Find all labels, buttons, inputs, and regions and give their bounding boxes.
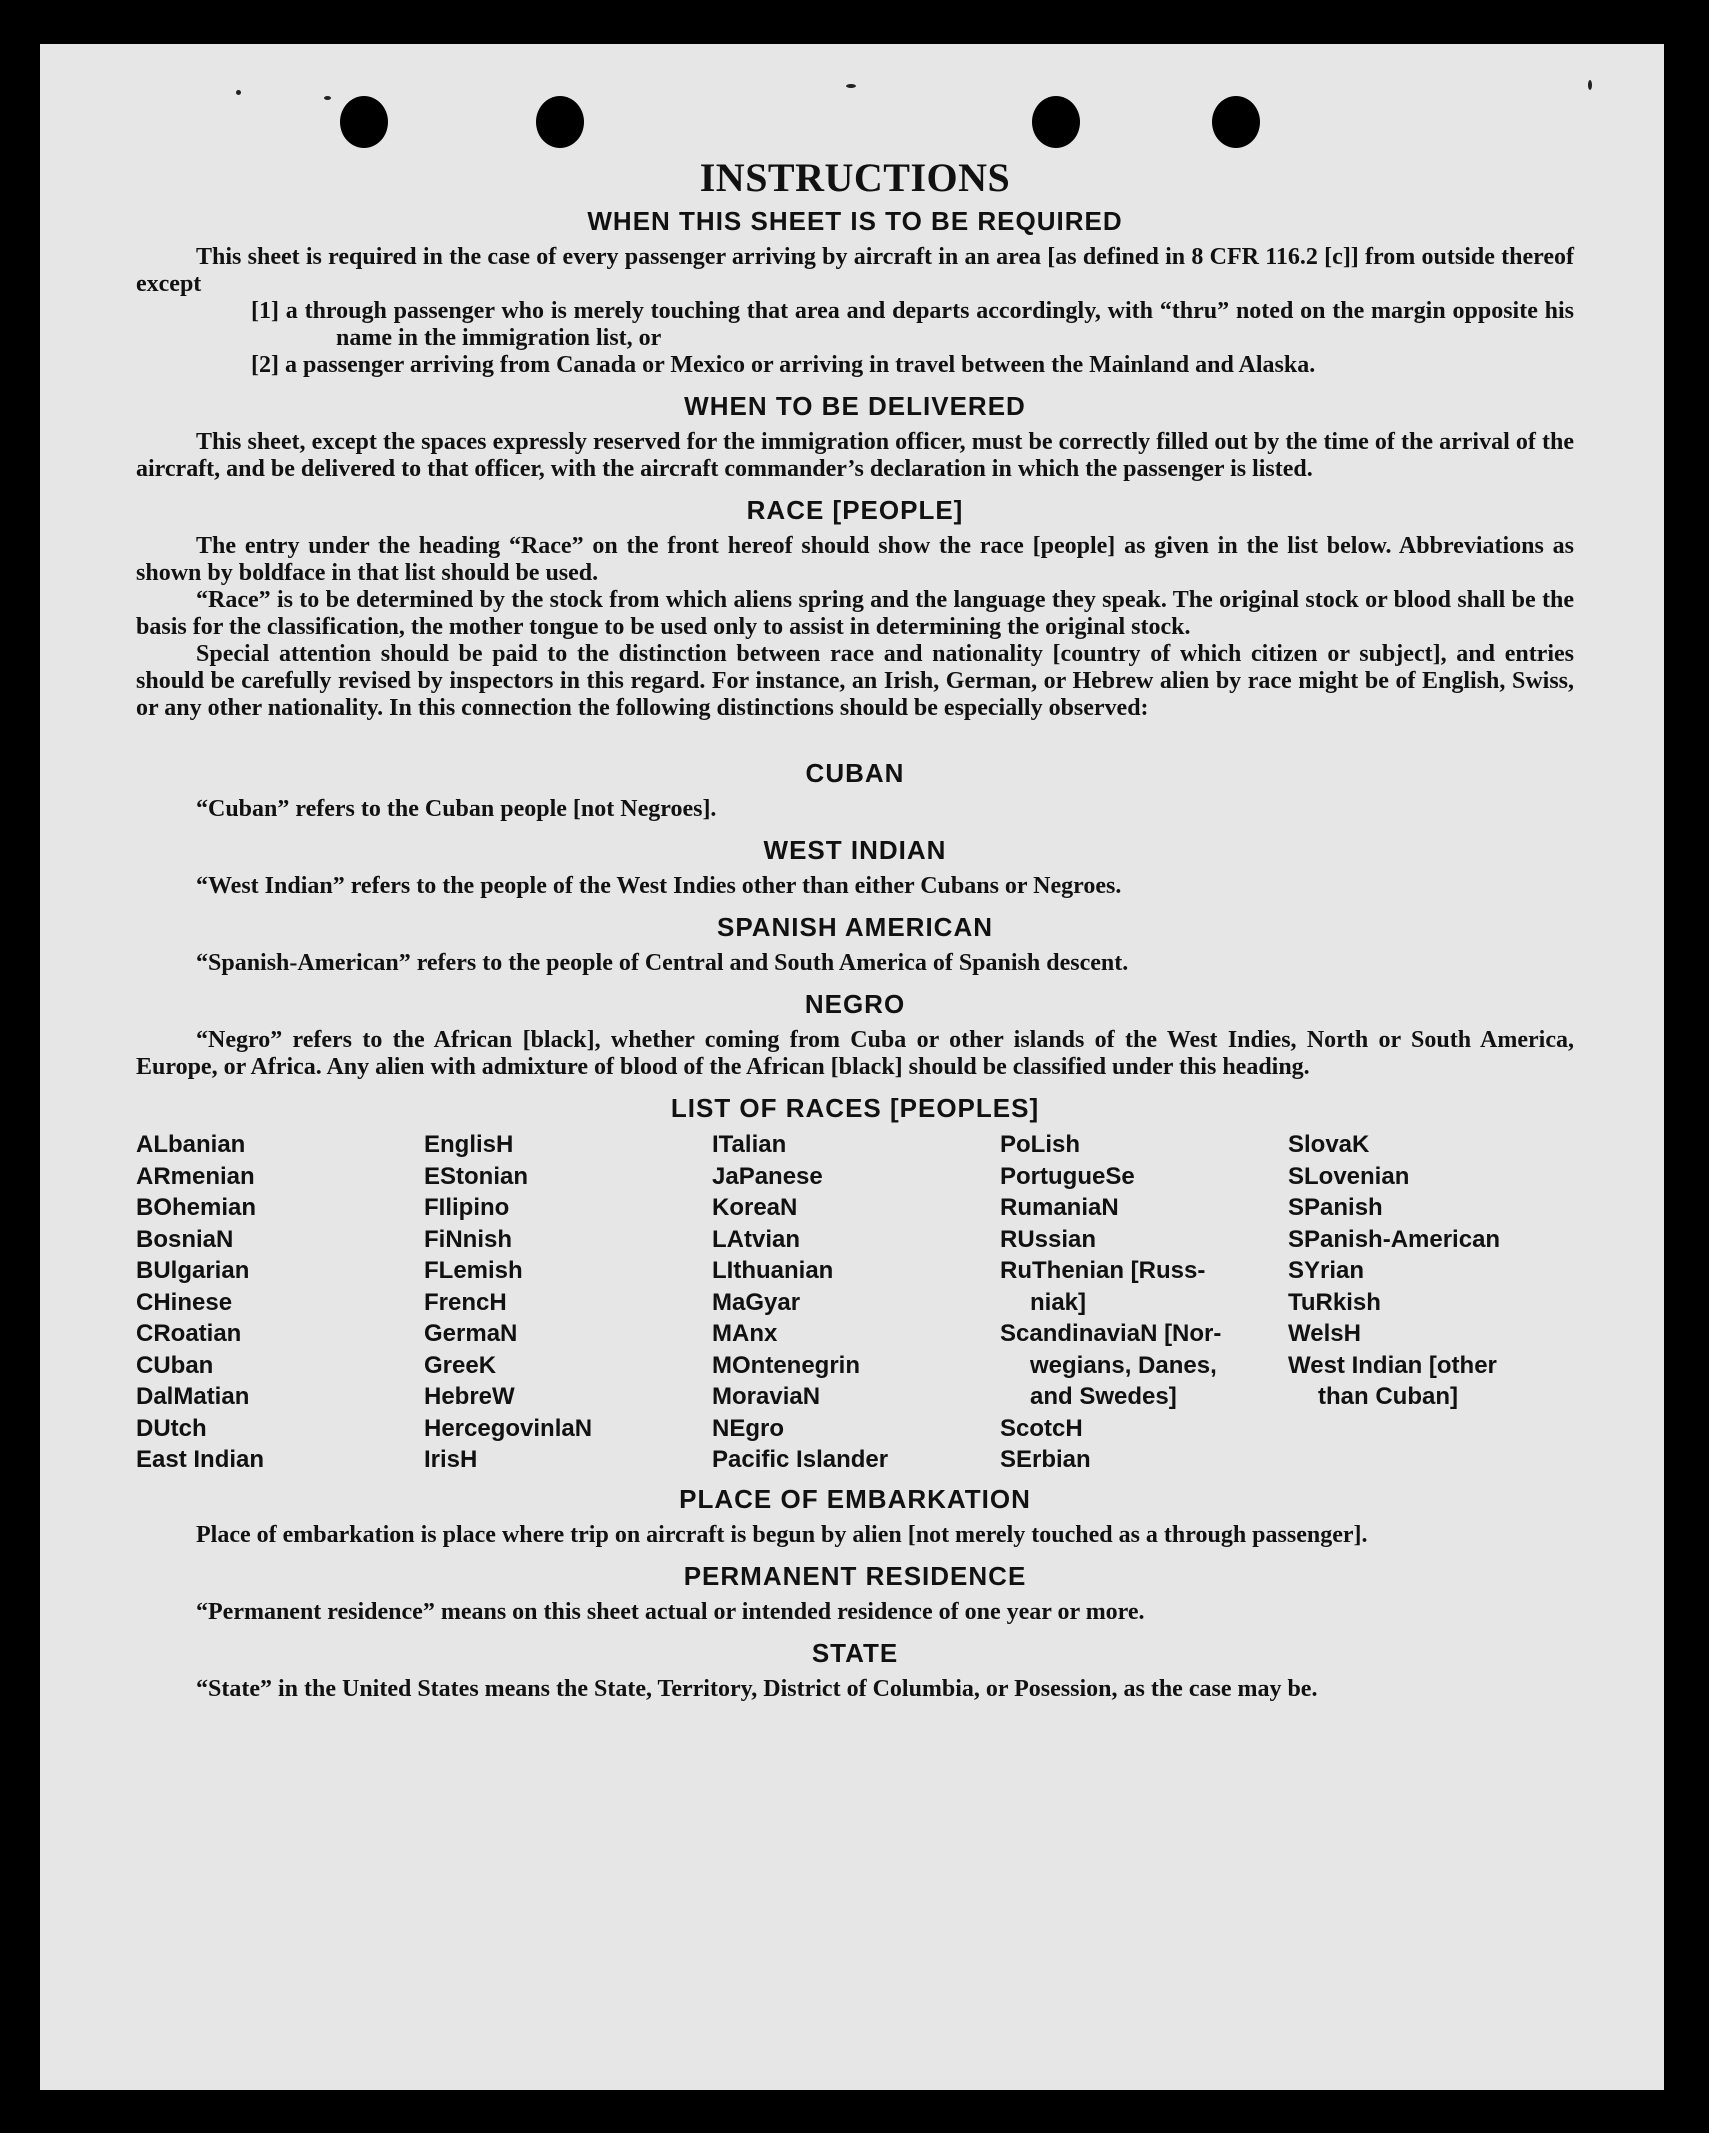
race-entry: than Cuban] (1318, 1383, 1458, 1410)
races-column (712, 1129, 1000, 1476)
race-entry: CRoatian (136, 1320, 242, 1347)
race-entry: LAtvian (712, 1225, 801, 1253)
race-entry: NEgro (712, 1414, 784, 1442)
race-entry: East Indian (136, 1446, 265, 1473)
race-paragraph-2: “Race” is to be determined by the stock from which aliens spring and the language they speak. The original stock or blood shall be the basis for the classification, the mother tongue to be used only to assist in determining the original stock. (136, 587, 1574, 640)
race-entry: SErbian (1000, 1446, 1091, 1473)
race-entry: ARmenian (136, 1162, 255, 1190)
races-column (424, 1129, 712, 1476)
instructions-content (136, 156, 1574, 1703)
speck (236, 90, 241, 95)
race-entry: IrisH (424, 1446, 478, 1473)
race-entry: TuRkish (1288, 1288, 1381, 1316)
heading-place-of-embarkation: PLACE OF EMBARKATION (679, 1483, 1031, 1514)
races-list (136, 1129, 1574, 1476)
race-entry: RUssian (1000, 1225, 1097, 1253)
heading-when-delivered: WHEN TO BE DELIVERED (684, 391, 1026, 421)
race-entry: SPanish (1288, 1194, 1383, 1221)
races-column (136, 1129, 424, 1476)
state-text: “State” in the United States means the State, Territory, District of Columbia, or Posession, as the case may be. (196, 1675, 1318, 1702)
race-entry: RumaniaN (1000, 1194, 1119, 1221)
race-entry: FLemish (424, 1257, 523, 1284)
cuban-text: “Cuban” refers to the Cuban people [not Negroes]. (196, 796, 717, 822)
race-entry: wegians, Danes, (1030, 1351, 1217, 1379)
race-entry: SPanish-American (1288, 1225, 1501, 1253)
heading-list-of-races: LIST OF RACES [PEOPLES] (670, 1093, 1040, 1123)
race-entry: PoLish (1000, 1131, 1081, 1158)
race-entry: niak] (1030, 1288, 1087, 1316)
race-entry: FrencH (424, 1288, 507, 1316)
residence-text: “Permanent residence” means on this sheet actual or intended residence of one year or more. (196, 1598, 1145, 1625)
punch-hole (340, 96, 388, 148)
race-entry: Pacific Islander (712, 1446, 889, 1473)
required-item-2: [2] a passenger arriving from Canada or Mexico or arriving in travel between the Mainland and Alaska. (251, 352, 1316, 378)
punch-hole (1032, 96, 1080, 148)
race-entry: EStonian (424, 1162, 529, 1190)
race-entry: CHinese (136, 1288, 233, 1316)
embarkation-text: Place of embarkation is place where trip on aircraft is begun by alien [not merely touched as a through passenger]. (196, 1521, 1368, 1548)
west-indian-text: “West Indian” refers to the people of the West Indies other than either Cubans or Negroes. (196, 873, 1122, 899)
required-intro: This sheet is required in the case of every passenger arriving by aircraft in an area [as defined in 8 CFR 116.2 [c]] from outside thereof except (136, 244, 1574, 297)
punch-hole (536, 96, 584, 148)
race-entry: BosniaN (136, 1225, 234, 1253)
race-entry: FiNnish (424, 1225, 512, 1253)
delivered-text: This sheet, except the spaces expressly reserved for the immigration officer, must be correctly filled out by the time of the arrival of the aircraft, and be delivered to that officer, with the aircraft commander’s declaration in which the passenger is listed. (136, 429, 1574, 482)
race-entry: PortugueSe (1000, 1162, 1135, 1190)
race-entry: BOhemian (136, 1194, 257, 1221)
heading-west-indian: WEST INDIAN (763, 835, 947, 865)
race-entry: BUlgarian (136, 1257, 250, 1284)
race-entry: ScandinaviaN [Nor- (1000, 1320, 1222, 1347)
race-entry: HercegovinlaN (424, 1414, 593, 1442)
heading-negro: NEGRO (804, 989, 906, 1019)
race-entry: SlovaK (1288, 1131, 1370, 1158)
speck (324, 96, 331, 100)
race-entry: and Swedes] (1030, 1383, 1177, 1410)
race-entry: LIthuanian (712, 1257, 834, 1284)
race-entry: CUban (136, 1351, 214, 1379)
required-item-1: [1] a through passenger who is merely touching that area and departs accordingly, with “thru” noted on the margin opposite his name in the immigration list, or (251, 298, 1574, 351)
race-entry: WelsH (1288, 1320, 1361, 1347)
race-entry: MaGyar (712, 1288, 801, 1316)
race-entry: FIlipino (424, 1194, 510, 1221)
race-entry: EnglisH (424, 1131, 514, 1158)
heading-spanish-american: SPANISH AMERICAN (716, 912, 993, 942)
race-entry: KoreaN (712, 1194, 798, 1221)
race-entry: MOntenegrin (712, 1351, 860, 1379)
race-entry: DUtch (136, 1414, 207, 1442)
race-paragraph-3: Special attention should be paid to the distinction between race and nationality [country of which citizen or subject], and entries should be carefully revised by inspectors in this regard. For instance, an Irish, German, or Hebrew alien by race might be of English, Swiss, or any other nationality. In this connection the following distinctions should be especially observed: (136, 641, 1574, 721)
race-entry: SLovenian (1288, 1162, 1410, 1190)
heading-permanent-residence: PERMANENT RESIDENCE (683, 1560, 1027, 1591)
race-entry: HebreW (424, 1383, 515, 1410)
race-entry: West Indian [other (1288, 1351, 1497, 1379)
speck (846, 84, 856, 88)
races-column (1000, 1129, 1288, 1476)
document-sheet (40, 44, 1664, 2090)
punch-hole (1212, 96, 1260, 148)
races-column (1288, 1129, 1578, 1476)
heading-race: RACE [PEOPLE] (746, 495, 964, 525)
race-entry: RuThenian [Russ- (1000, 1257, 1206, 1284)
heading-cuban: CUBAN (805, 758, 905, 788)
race-paragraph-1: The entry under the heading “Race” on the front hereof should show the race [people] as given in the list below. Abbreviations as shown by boldface in that list should be used. (136, 533, 1574, 586)
heading-when-required: WHEN THIS SHEET IS TO BE REQUIRED (587, 206, 1123, 236)
heading-state: STATE (811, 1637, 899, 1668)
negro-text: “Negro” refers to the African [black], whether coming from Cuba or other islands of the West Indies, North or South America, Europe, or Africa. Any alien with admixture of blood of the African [black] should be classified under this heading. (136, 1027, 1574, 1080)
race-entry: MAnx (712, 1320, 778, 1347)
race-entry: ALbanian (136, 1131, 246, 1158)
spanish-american-text: “Spanish-American” refers to the people of Central and South America of Spanish descent. (196, 950, 1129, 976)
race-entry: MoraviaN (712, 1383, 821, 1410)
race-entry: GermaN (424, 1320, 518, 1347)
race-entry: ITalian (712, 1131, 787, 1158)
race-entry: JaPanese (712, 1162, 823, 1190)
race-entry: DalMatian (136, 1383, 250, 1410)
race-entry: SYrian (1288, 1257, 1365, 1284)
page-title: INSTRUCTIONS (699, 155, 1011, 200)
speck (1588, 80, 1592, 90)
race-entry: ScotcH (1000, 1414, 1083, 1442)
race-entry: GreeK (424, 1351, 497, 1379)
